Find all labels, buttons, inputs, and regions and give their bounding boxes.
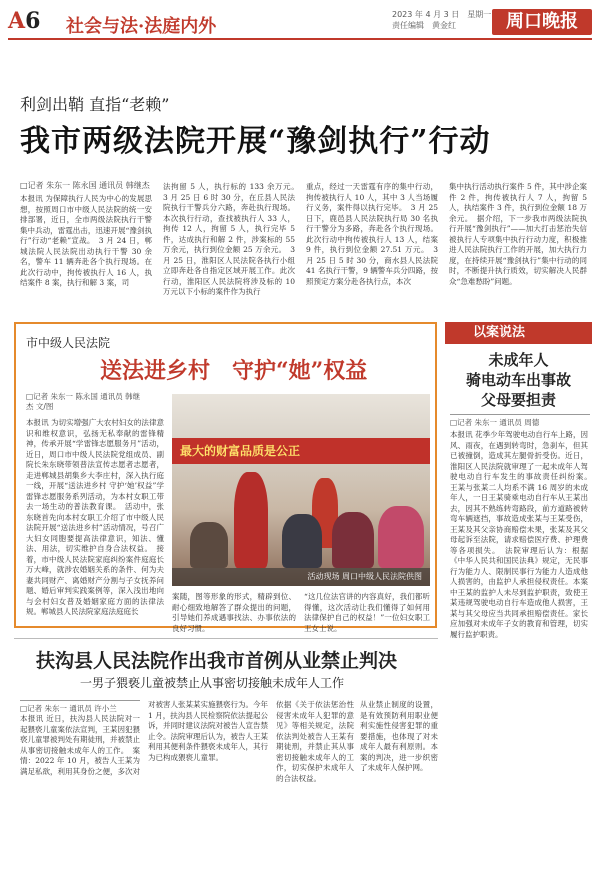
sidebar-tag: 以案说法 [445,322,592,344]
feature-column-a: 本报讯 为切实增强广大农村妇女的法律意识和维权意识，弘扬无私奉献的雷锋精神，传承开展“学雷锋志愿服务月”活动，近日，周口市中级人民法院党组成员、副院长朱东晓带领普法宣传志愿者志愿者，走进郸城县胡集乡大李庄村，深入执行庭一线，开展“送法进乡村 守护‘她’权益”学雷锋志愿服务系列活动，为本村女职工带去一场生动的普法教育课。 活动中，张东晓首先向本村女职工介绍了市中级人民法院开展“送法进乡村”活动情况，号召广大妇女同胞要提高法律意识，知法、懂法、用法，切实维护自身合法权益。 接着，市中级人民法院家庭纠纷案件庭庭长万大峰，就涉农婚姻关系的条件、何为夫妻共同财产、离婚财产分割与子女抚养问题、婚后审判实践案例等，深入浅出地向与会村妇女普及婚姻家庭方面的法律法规。郸城县人民法院家庭法庭庭长 [26,418,164,616]
bottom-byline: □记者 朱东一 通讯员 许小兰 [20,700,140,714]
sidebar-byline: □记者 朱东一 通讯员 周德 [450,414,590,428]
bottom-column-1: 本报讯 近日，扶沟县人民法院对一起猥亵儿童案依法宣判，王某因犯猥亵儿童罪被判处有期徒刑，并被禁止从事密切接触未成年人的工作。 案情：2022 年 10 月，被告人王某为满足私欲，利用其身份之便，多次对 [20,714,140,776]
editor-credit: 责任编辑 黄金红 [392,21,456,30]
photo-caption: 活动现场 周口中级人民法院供图 [172,568,430,586]
photo-banner: 最大的财富品质是公正 [172,438,430,464]
lead-column-3: 重点，经过一天雷霆有序的集中行动，拘传被执行人 10 人，其中 3 人当场履行义务，案件得以执行完毕。 3 月 25 日下，鹿邑县人民法院执行局 30 名执行干警分为多路，奔赴各个执行现场。此次行动中拘传被执行人 13 人，结案 9 件，执行到位金额 27.51 万元。 3 月 25 日 5 时 30 分，商水县人民法院 41 名执行干警，9 辆警车兵分四路，按照预定方案分赴各执行点，本次 [306,182,438,286]
bottom-column-2: 对被害人张某某实施猥亵行为。今年 1 月，扶沟县人民检察院依法提起公诉，并同时建议法院对被告人宣告禁止令。法院审理后认为，被告人王某利用其便利条件猥亵未成年人，其行为已构成猥亵儿童罪。 [148,700,268,762]
issue-date: 2023 年 4 月 3 日 星期一 [392,10,492,19]
issue-meta [392,9,491,31]
feature-title: 送法进乡村 守护“她”权益 [100,358,368,384]
photo-person-5 [378,506,424,568]
event-photo [172,394,430,586]
lead-column-4: 集中执行活动执行案件 5 件，其中涉企案件 2 件，拘传被执行人 7 人，拘留 5 人，执结案件 3 件，执行到位金额 18 万余元。 据介绍，下一步我市两级法院执行开展“豫剑执行”——加大打击惩治失信被执行人专项集中执行行动力度，积极推进人民法院执行工作的开展，加大执行力度，在持续开展“豫剑执行”集中行动的同时，不断提升执行质效，切实解决人民群众“急难愁盼”问题。 [449,182,587,286]
sidebar-title: 未成年人 骑电动车出事故 父母要担责 [465,351,571,409]
lead-column-2: 法拘留 5 人，执行标的 133 余万元。 3 月 25 日 6 时 30 分，在丘县人民法院执行干警兵分六路，奔赴执行现场。本次执行行动，查找被执行人 33 人，拘传 12 人，拘留 5 人，执行完毕 5 件，达成执行和解 2 件，涉案标的 55 万余元，执行到位金额 25 万余元。 3 月 25 日，淮阳区人民法院各执行小组立即奔赴各自指定区域开展工作。此次行动，淮阳区人民法院将涉及标的 10 万元以下小标的案件作为执行 [163,182,303,296]
photo-person-6 [190,522,228,568]
section-title: 社会与法·法庭内外 [66,16,217,37]
lead-headline: 我市两级法院开展“豫剑执行”行动 [20,124,491,159]
newspaper-logo: 周口晚报 [492,9,592,35]
lead-kicker: 利剑出鞘 直指“老赖” [20,95,170,114]
page-header [8,6,592,40]
feature-kicker: 市中级人民法院 [26,336,111,350]
lead-column-1: 本报讯 为保障执行人民为中心的发展思想，按照周口市中级人民法院的统一安排部署，近日，全市两级法院执行干警集中兵动，雷霆出击，迅速开展“豫剑执行”行动“老赖”宣战。 3 月 24 日，郸城法院人民法院出动执行干警 30 余名，警车 11 辆奔赴各个执行现场。在此次行动中，拘传被执行人 16 人，执结案件 8 案，执行和解 3 案，司 [20,194,152,287]
photo-person-3 [282,514,322,568]
page-number: A6 [8,8,41,34]
photo-person-speaker [234,472,268,568]
feature-column-c: “这几位法官讲的内容真好，我们都听得懂，这次活动让我们懂得了如何用法律保护自己的权益！”一位妇女职工王女士说。 [304,592,430,633]
feature-column-b: 案随，图等形象的形式，精辟到位、耐心细致地解答了群众提出的问题，引导她们养成遇事找法、办事依法的良好习惯。 [172,592,296,633]
lead-byline: □记者 朱东一 陈永国 通讯员 韩继杰 [20,181,150,190]
feature-byline: □记者 朱东一 陈永国 通讯员 韩继杰 文/图 [26,392,141,411]
bottom-headline: 扶沟县人民法院作出我市首例从业禁止判决 [36,650,398,672]
photo-person-4 [332,512,374,568]
divider [14,638,438,639]
bottom-column-3: 依据《关于依法惩治性侵害未成年人犯罪的意见》等相关规定，法院依法判处被告人王某有期徒刑，并禁止其从事密切接触未成年人的工作，切实保护未成年人的合法权益。 [276,700,354,783]
bottom-subheadline: 一男子猥亵儿童被禁止从事密切接触未成年人工作 [80,676,345,690]
bottom-column-4: 从业禁止制度的设置，是有效预防利用职业便利实施性侵害犯罪的重要措施，也体现了对未成年人最有利原则。本案的判决，进一步织密了未成年人保护网。 [360,700,438,772]
sidebar-body: 本报讯 花季少年驾驶电动自行车上路，因风、雨夜，在遇到转弯时，急刹车，但其已被撞倒，造成其左腿骨折受伤。近日，淮阳区人民法院就审理了一起未成年人驾驶电动自行车发生的事故责任纠纷案。 王某与张某二人均系不满 16 周岁的未成年人，一日王某骑乘电动自行车从王某出去，因其不熟练转弯路段，前方道路被转弯车辆遮挡，事故造成张某与王某受伤，王某及其父亲协商赔偿未果，张某及其父母起诉至法院，请求赔偿医疗费、护理费等各项损失。 法院审理后认为：根据《中华人民共和国民法典》规定，无民事行为能力人、限制民事行为能力人造成他人损害的，由监护人承担侵权责任。本案中王某的监护人未尽到监护职责，致使王某违规驾驶电动自行车造成他人损害，王某与其父母应当共同承担赔偿责任。家长应加强对未成年子女的教育和管理，切实履行监护职责。 [450,430,596,639]
